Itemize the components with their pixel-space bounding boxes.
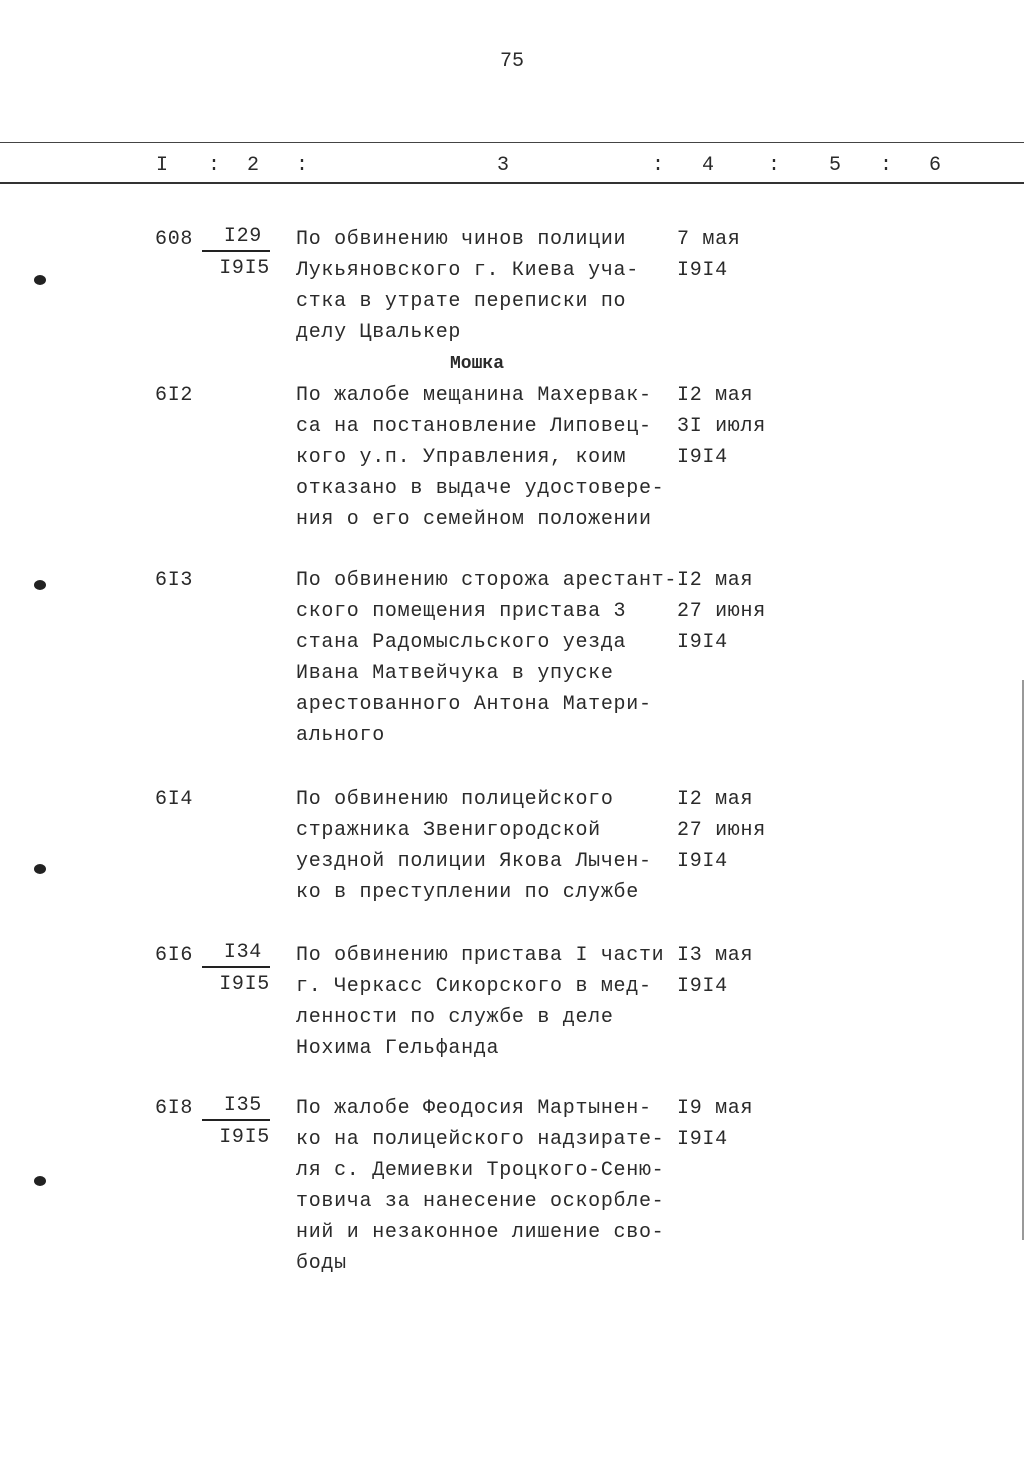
entry-number: 6I3	[155, 569, 194, 592]
column-header-4: 4	[702, 154, 715, 177]
page-number: 75	[500, 50, 525, 73]
date-line: I9I4	[677, 446, 728, 469]
description-line: товича за нанесение оскорбле-	[296, 1190, 665, 1213]
description-line: ния о его семейном положении	[296, 508, 652, 531]
punch-hole-mark	[34, 580, 46, 590]
date-line: 3I июля	[677, 415, 766, 438]
description-line: ля с. Демиевки Троцкого-Сеню-	[296, 1159, 665, 1182]
description-line: са на постановление Липовец-	[296, 415, 652, 438]
description-line: Нохима Гельфанда	[296, 1037, 500, 1060]
punch-hole-mark	[34, 1176, 46, 1186]
column-separator: :	[768, 154, 781, 177]
archive-reference	[202, 224, 270, 285]
description-line: По обвинению полицейского	[296, 788, 614, 811]
column-header-2: 2	[247, 154, 260, 177]
date-line: I3 мая	[677, 944, 754, 967]
archive-reference	[202, 1093, 270, 1154]
date-line: I9I4	[677, 975, 728, 998]
description-line: Ивана Матвейчука в упуске	[296, 662, 614, 685]
punch-hole-mark	[34, 275, 46, 285]
description-line: боды	[296, 1252, 347, 1275]
reference-number: I34	[202, 940, 270, 968]
entry-number: 6I4	[155, 788, 194, 811]
date-line: I9I4	[677, 1128, 728, 1151]
date-line: I9I4	[677, 850, 728, 873]
entry-number: 608	[155, 228, 194, 251]
date-line: 7 мая	[677, 228, 741, 251]
description-line: ленности по службе в деле	[296, 1006, 614, 1029]
description-line: ко на полицейского надзирате-	[296, 1128, 665, 1151]
description-line: стана Радомысльского уезда	[296, 631, 627, 654]
description-line: делу Цвалькер	[296, 321, 462, 344]
description-line: отказано в выдаче удостовере-	[296, 477, 665, 500]
description-line: По обвинению сторожа арестант-	[296, 569, 678, 592]
reference-number: I35	[202, 1093, 270, 1121]
reference-year: I9I5	[219, 257, 270, 280]
description-line: арестованного Антона Матери-	[296, 693, 652, 716]
reference-year: I9I5	[219, 973, 270, 996]
description-line: По жалобе мещанина Махервак-	[296, 384, 652, 407]
column-header-3: 3	[497, 154, 510, 177]
entry-number: 6I8	[155, 1097, 194, 1120]
entry-number: 6I6	[155, 944, 194, 967]
archive-reference	[202, 940, 270, 1001]
description-line: уездной полиции Якова Лычен-	[296, 850, 652, 873]
date-line: I2 мая	[677, 384, 754, 407]
description-line: ского помещения пристава 3	[296, 600, 627, 623]
description-line: По обвинению пристава I части	[296, 944, 665, 967]
entry-number: 6I2	[155, 384, 194, 407]
column-separator: :	[208, 154, 221, 177]
reference-number: I29	[202, 224, 270, 252]
column-separator: :	[652, 154, 665, 177]
date-line: I9I4	[677, 631, 728, 654]
reference-year: I9I5	[219, 1126, 270, 1149]
description-line: кого у.п. Управления, коим	[296, 446, 627, 469]
handwritten-insertion: Мошка	[450, 354, 505, 374]
description-line: ального	[296, 724, 385, 747]
column-header-5: 5	[829, 154, 842, 177]
date-line: I9I4	[677, 259, 728, 282]
column-separator: :	[880, 154, 893, 177]
description-line: стражника Звенигородской	[296, 819, 601, 842]
description-line: стка в утрате переписки по	[296, 290, 627, 313]
date-line: I2 мая	[677, 788, 754, 811]
description-line: Лукьяновского г. Киева уча-	[296, 259, 639, 282]
date-line: 27 июня	[677, 600, 766, 623]
description-line: г. Черкасс Сикорского в мед-	[296, 975, 652, 998]
description-line: Пo жалобе Феодосия Мартынен-	[296, 1097, 652, 1120]
date-line: 27 июня	[677, 819, 766, 842]
date-line: I2 мая	[677, 569, 754, 592]
date-line: I9 мая	[677, 1097, 754, 1120]
punch-hole-mark	[34, 864, 46, 874]
header-bottom-rule	[0, 182, 1024, 184]
description-line: Пo обвинению чинов полиции	[296, 228, 627, 251]
header-top-rule	[0, 142, 1024, 143]
column-header-6: 6	[929, 154, 942, 177]
column-separator: :	[296, 154, 309, 177]
description-line: ко в преступлении по службе	[296, 881, 639, 904]
description-line: ний и незаконное лишение сво-	[296, 1221, 665, 1244]
column-header-1: I	[156, 154, 169, 177]
